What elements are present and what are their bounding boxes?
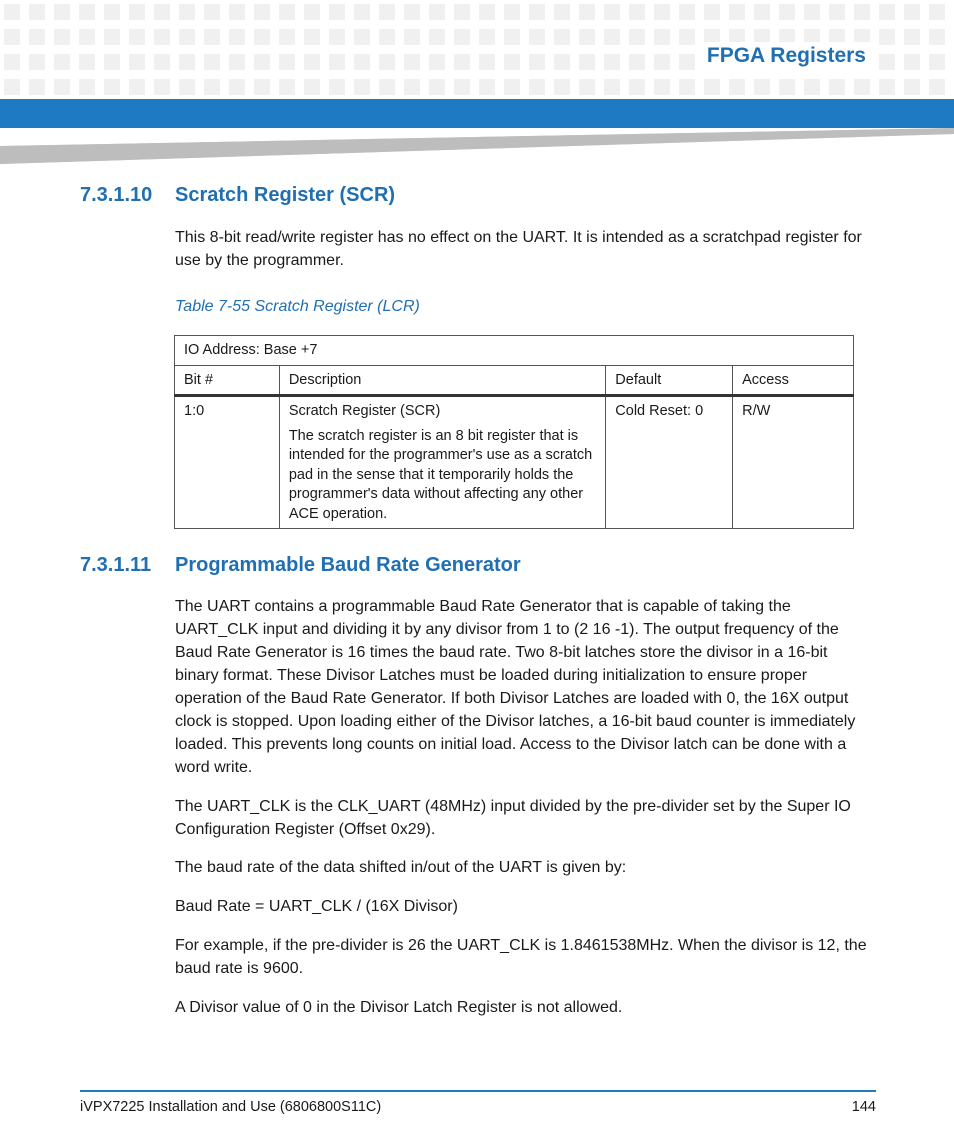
section-number: 7.3.1.10 — [80, 184, 153, 206]
header-pattern-square — [179, 4, 195, 20]
header-pattern-square — [229, 79, 245, 95]
header-pattern-square — [279, 79, 295, 95]
column-header-default: Default — [606, 365, 733, 396]
header-pattern-square — [579, 4, 595, 20]
header-pattern-square — [529, 4, 545, 20]
header-pattern-square — [754, 79, 770, 95]
header-pattern-square — [354, 29, 370, 45]
header-pattern-square — [454, 29, 470, 45]
io-address-cell: IO Address: Base +7 — [175, 336, 854, 366]
header-pattern-square — [304, 79, 320, 95]
header-pattern-square — [904, 4, 920, 20]
header-pattern-square — [129, 79, 145, 95]
header-pattern-square — [679, 79, 695, 95]
header-pattern-square — [504, 54, 520, 70]
section-number: 7.3.1.11 — [80, 554, 152, 576]
header-pattern-square — [554, 4, 570, 20]
header-pattern-square — [654, 4, 670, 20]
header-pattern-square — [454, 79, 470, 95]
header-pattern-square — [904, 29, 920, 45]
header-pattern-square — [554, 79, 570, 95]
section-title: Scratch Register (SCR) — [175, 184, 396, 206]
header-pattern-square — [229, 54, 245, 70]
register-description: The scratch register is an 8 bit register that is intended for the programmer's use as a scratch pad in the sense that it temporarily holds the programmer's data without affecting any other ACE operation. — [288, 427, 593, 522]
header-pattern-square — [904, 79, 920, 95]
access-cell: R/W — [733, 396, 854, 529]
header-pattern-square — [254, 79, 270, 95]
header-pattern-square — [479, 79, 495, 95]
header-pattern-square — [29, 4, 45, 20]
footer-rule — [80, 1090, 876, 1092]
header-pattern-square — [404, 4, 420, 20]
body-paragraph-uart-clk: The UART_CLK is the CLK_UART (48MHz) input divided by the pre-divider set by the Super IO Configuration Register (Offset 0x29). — [175, 798, 851, 838]
header-pattern-square — [204, 4, 220, 20]
header-pattern-square — [54, 79, 70, 95]
header-pattern-square — [329, 54, 345, 70]
header-pattern-square — [804, 79, 820, 95]
header-pattern-square — [704, 79, 720, 95]
header-pattern-square — [529, 54, 545, 70]
header-pattern-square — [29, 29, 45, 45]
column-header-description: Description — [279, 365, 605, 396]
header-pattern-square — [879, 4, 895, 20]
header-pattern-square — [379, 29, 395, 45]
header-pattern-square — [129, 4, 145, 20]
body-paragraph-baud-intro: The baud rate of the data shifted in/out of the UART is given by: — [175, 859, 627, 876]
header-pattern-square — [929, 54, 945, 70]
section-title: Programmable Baud Rate Generator — [175, 554, 521, 576]
header-pattern-square — [604, 29, 620, 45]
header-pattern-square — [154, 4, 170, 20]
header-pattern-square — [929, 29, 945, 45]
scratch-register-table — [174, 335, 854, 529]
header-pattern-square — [379, 54, 395, 70]
header-pattern-square — [204, 79, 220, 95]
header-pattern-square — [154, 29, 170, 45]
header-pattern-square — [504, 29, 520, 45]
header-pattern-square — [179, 79, 195, 95]
header-pattern-square — [654, 79, 670, 95]
header-pattern-square — [604, 79, 620, 95]
header-pattern-square — [579, 54, 595, 70]
header-pattern-square — [479, 54, 495, 70]
header-pattern-square — [104, 79, 120, 95]
header-pattern-square — [4, 29, 20, 45]
header-pattern-square — [204, 29, 220, 45]
header-pattern-square — [554, 54, 570, 70]
header-pattern-square — [479, 29, 495, 45]
header-pattern-square — [404, 29, 420, 45]
header-pattern-square — [54, 4, 70, 20]
header-pattern-square — [679, 4, 695, 20]
header-pattern-square — [429, 54, 445, 70]
header-pattern-square — [279, 54, 295, 70]
header-pattern-square — [254, 29, 270, 45]
header-pattern-square — [829, 4, 845, 20]
column-header-bit: Bit # — [175, 365, 280, 396]
header-pattern-square — [4, 4, 20, 20]
running-header-title: FPGA Registers — [701, 42, 872, 70]
header-pattern-square — [554, 29, 570, 45]
header-pattern-square — [929, 4, 945, 20]
baud-rate-formula: Baud Rate = UART_CLK / (16X Divisor) — [175, 898, 458, 915]
header-pattern-square — [379, 79, 395, 95]
header-pattern-square — [54, 29, 70, 45]
column-header-access: Access — [733, 365, 854, 396]
header-pattern-square — [454, 4, 470, 20]
header-pattern-square — [654, 54, 670, 70]
body-paragraph-divisor-note: A Divisor value of 0 in the Divisor Latch Register is not allowed. — [175, 999, 623, 1016]
header-pattern-square — [779, 79, 795, 95]
header-pattern-square — [879, 79, 895, 95]
section-heading-baud-rate — [80, 554, 521, 577]
header-pattern-square — [129, 29, 145, 45]
header-pattern-square — [929, 79, 945, 95]
table-caption: Table 7-55 Scratch Register (LCR) — [175, 298, 420, 315]
table-address-row — [175, 336, 854, 366]
header-pattern-square — [529, 29, 545, 45]
header-pattern-square — [829, 79, 845, 95]
header-pattern-square — [129, 54, 145, 70]
header-pattern-square — [504, 79, 520, 95]
header-pattern-square — [4, 79, 20, 95]
header-pattern-square — [579, 29, 595, 45]
register-name: Scratch Register (SCR) — [288, 403, 441, 419]
header-pattern-square — [179, 54, 195, 70]
header-pattern-square — [679, 54, 695, 70]
header-grey-wedge — [0, 128, 954, 164]
body-paragraph-baud-generator: The UART contains a programmable Baud Rate Generator that is capable of taking the UART_CLK input and dividing it by any divisor from 1 to (2 16 -1). The output frequency of the Baud Rate Generator is 16 times the baud rate. Two 8-bit latches store the divisor in a 16-bit binary format. These Divisor Latches must be loaded during initialization to ensure proper operation of the Baud Rate Generator. If both Divisor Latches are loaded with 0, the 16X output clock is stopped. Upon loading either of the Divisor latches, a 16-bit baud counter is immediately loaded. This prevents long counts on initial load. Access to the Divisor latch can be done with a word write. — [175, 598, 856, 776]
header-pattern-square — [254, 4, 270, 20]
header-pattern-square — [354, 79, 370, 95]
header-pattern-square — [329, 29, 345, 45]
header-pattern-square — [879, 54, 895, 70]
header-pattern-square — [254, 54, 270, 70]
body-paragraph-example: For example, if the pre-divider is 26 the UART_CLK is 1.8461538MHz. When the divisor is 12, the baud rate is 9600. — [175, 937, 867, 977]
header-pattern-square — [629, 54, 645, 70]
header-pattern-square — [429, 29, 445, 45]
header-pattern-square — [29, 54, 45, 70]
header-pattern-square — [354, 4, 370, 20]
section-intro-paragraph: This 8-bit read/write register has no effect on the UART. It is intended as a scratchpad register for use by the programmer. — [175, 229, 862, 269]
header-pattern-square — [79, 4, 95, 20]
header-pattern-square — [629, 29, 645, 45]
header-pattern-square — [854, 79, 870, 95]
header-pattern-square — [729, 4, 745, 20]
header-pattern-square — [154, 79, 170, 95]
header-pattern-square — [429, 4, 445, 20]
header-pattern-square — [604, 4, 620, 20]
header-pattern-square — [629, 4, 645, 20]
header-pattern-square — [279, 4, 295, 20]
table-header-row — [175, 365, 854, 396]
header-pattern-square — [529, 79, 545, 95]
header-pattern-square — [179, 29, 195, 45]
description-cell — [279, 396, 605, 529]
header-pattern-square — [579, 79, 595, 95]
header-pattern-square — [854, 4, 870, 20]
header-pattern-square — [729, 79, 745, 95]
header-pattern-square — [229, 4, 245, 20]
header-pattern-square — [54, 54, 70, 70]
header-pattern-square — [279, 29, 295, 45]
header-pattern-square — [879, 29, 895, 45]
header-pattern-square — [79, 29, 95, 45]
header-pattern-square — [379, 4, 395, 20]
header-pattern-square — [79, 79, 95, 95]
header-pattern-square — [304, 29, 320, 45]
header-pattern-square — [154, 54, 170, 70]
header-pattern-square — [404, 79, 420, 95]
header-pattern-square — [629, 79, 645, 95]
header-blue-band — [0, 99, 954, 128]
header-pattern-square — [229, 29, 245, 45]
header-pattern-square — [479, 4, 495, 20]
header-pattern-square — [704, 4, 720, 20]
header-pattern-square — [329, 79, 345, 95]
header-pattern-square — [754, 4, 770, 20]
header-pattern-square — [304, 4, 320, 20]
footer-document-title: iVPX7225 Installation and Use (6806800S11C) — [80, 1099, 382, 1115]
header-pattern-square — [804, 4, 820, 20]
header-pattern-square — [104, 54, 120, 70]
header-pattern-square — [679, 29, 695, 45]
section-heading-scr — [80, 184, 395, 207]
table-row — [175, 396, 854, 529]
header-pattern-square — [304, 54, 320, 70]
header-pattern-square — [904, 54, 920, 70]
header-pattern-square — [654, 29, 670, 45]
header-pattern-square — [404, 54, 420, 70]
header-pattern-square — [604, 54, 620, 70]
default-cell: Cold Reset: 0 — [606, 396, 733, 529]
header-pattern-square — [79, 54, 95, 70]
header-pattern-square — [504, 4, 520, 20]
header-pattern-square — [779, 4, 795, 20]
footer-page-number: 144 — [851, 1099, 876, 1115]
header-pattern-square — [329, 4, 345, 20]
header-pattern-square — [104, 29, 120, 45]
header-pattern-square — [4, 54, 20, 70]
header-pattern-square — [454, 54, 470, 70]
header-pattern-square — [204, 54, 220, 70]
bit-cell: 1:0 — [175, 396, 280, 529]
header-pattern-square — [354, 54, 370, 70]
header-pattern-square — [429, 79, 445, 95]
header-pattern-square — [29, 79, 45, 95]
header-pattern-square — [104, 4, 120, 20]
